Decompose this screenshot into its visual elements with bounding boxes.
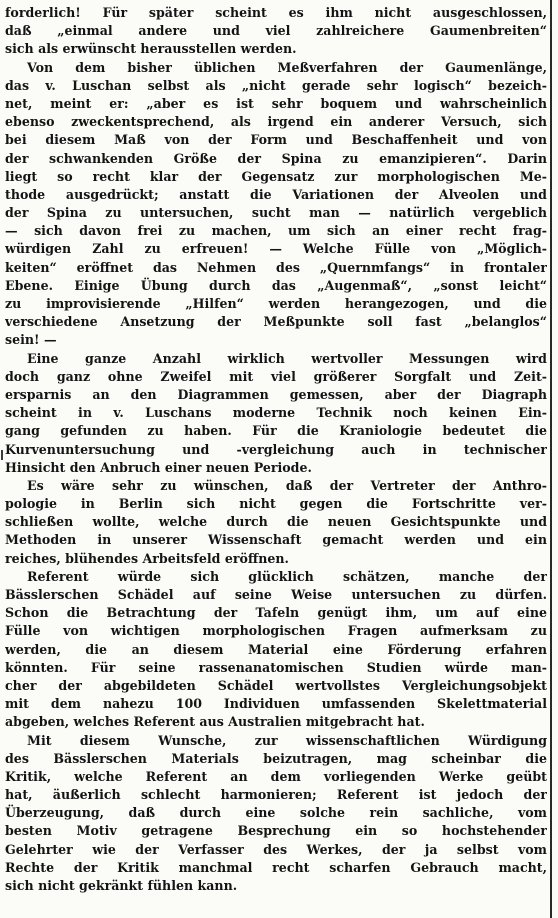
margin-mark: [1, 450, 3, 460]
text-line: schließen wollte, welche durch die neuen Gesichtspunkte und: [5, 514, 547, 530]
text-line: werden, die an diesem Material eine Förderung erfahren: [5, 641, 547, 657]
text-line: Hinsicht den Anbruch einer neuen Periode.: [5, 459, 312, 475]
text-line: reiches, blühendes Arbeitsfeld eröffnen.: [5, 550, 289, 566]
text-line: könnten. Für seine rassenanatomischen Studien würde man-: [5, 659, 547, 675]
text-line: der Spina zu untersuchen, sucht man — natürlich vergeblich: [5, 205, 547, 221]
text-line: sich als erwünscht herausstellen werden.: [5, 41, 297, 57]
text-line: Fülle von wichtigen morphologischen Fragen aufmerksam zu: [5, 623, 547, 639]
text-line: sein! —: [5, 332, 57, 348]
text-line: scheint in v. Luschans moderne Technik noch keinen Ein-: [5, 405, 547, 421]
text-line: mit dem nahezu 100 Individuen umfassenden Skelettmaterial: [5, 696, 547, 712]
text-line: besten Motiv getragene Besprechung ein so hochstehender: [5, 823, 547, 839]
text-line: Kurvenuntersuchung und -vergleichung auch in technischer: [5, 441, 547, 457]
text-line: abgeben, welches Referent aus Australien mitgebracht hat.: [5, 714, 425, 730]
text-line: ersparnis an den Diagrammen gemessen, aber der Diagraph: [5, 386, 547, 402]
paragraph-start-line: Mit diesem Wunsche, zur wissenschaftlichen Würdigung: [27, 732, 547, 748]
text-line: pologie in Berlin sich nicht gegen die Fortschritte ver-: [5, 496, 547, 512]
text-line: net, meint er: „aber es ist sehr boquem und wahrscheinlich: [5, 95, 547, 111]
text-line: hat, äußerlich schlecht harmonieren; Referent ist jedoch der: [5, 787, 547, 803]
text-line: thode ausgedrückt; anstatt die Variationen der Alveolen und: [5, 186, 547, 202]
text-line: daß „einmal andere und viel zahlreichere Gaumenbreiten“: [5, 23, 547, 39]
column-rule: [550, 0, 552, 918]
text-line: cher der abgebildeten Schädel wertvollstes Vergleichungsobjekt: [5, 677, 547, 693]
paragraph-start-line: Von dem bisher üblichen Meßverfahren der Gaumenlänge,: [27, 59, 547, 75]
text-line: des Bässlerschen Materials beizutragen, mag scheinbar die: [5, 750, 547, 766]
text-line: Kritik, welche Referent an dem vorliegenden Werke geübt: [5, 768, 547, 784]
text-line: zu improvisierende „Hilfen“ werden herangezogen, und die: [5, 296, 547, 311]
text-line: Ebene. Einige Übung durch das „Augenmaß“, „sonst leicht“: [5, 277, 547, 293]
text-line: würdigen Zahl zu erfreuen! — Welche Fülle von „Möglich-: [5, 241, 547, 257]
text-line: Gelehrter wie der Verfasser des Werkes, der ja selbst vom: [5, 841, 547, 857]
text-line: Bässlerschen Schädel auf seine Weise untersuchen zu dürfen.: [5, 587, 547, 602]
text-line: der schwankenden Größe der Spina zu emanzipieren“. Darin: [5, 150, 547, 166]
text-line: Schon die Betrachtung der Tafeln genügt ihm, um auf eine: [5, 605, 547, 621]
paragraph-start-line: Referent würde sich glücklich schätzen, manche der: [27, 568, 547, 584]
text-line: sich nicht gekränkt fühlen kann.: [5, 878, 238, 893]
text-line: Methoden in unserer Wissenschaft gemacht werden und ein: [5, 532, 547, 548]
text-line: Rechte der Kritik manchmal recht scharfen Gebrauch macht,: [5, 859, 547, 875]
paragraph-start-line: Eine ganze Anzahl wirklich wertvoller Messungen wird: [27, 350, 547, 366]
text-line: liegt so recht klar der Gegensatz zur morphologischen Me-: [5, 168, 547, 184]
text-line: keiten“ eröffnet das Nehmen des „Quernmfangs“ in frontaler: [5, 259, 547, 275]
text-line: — sich davon frei zu machen, um sich an einer recht frag-: [5, 223, 547, 239]
text-line: verschiedene Ansetzung der Meßpunkte soll fast „belanglos“: [5, 314, 547, 330]
text-line: Überzeugung, daß durch eine solche rein sachliche, vom: [5, 805, 547, 821]
text-line: das v. Luschan selbst als „nicht gerade sehr logisch“ bezeich-: [5, 77, 547, 93]
paragraph-start-line: Es wäre sehr zu wünschen, daß der Vertreter der Anthro-: [27, 477, 547, 493]
text-line: doch ganz ohne Zweifel mit viel größerer Sorgfalt und Zeit-: [5, 368, 547, 384]
text-line: ebenso zweckentsprechend, als irgend ein anderer Versuch, sich: [5, 114, 547, 130]
text-line: gang gefunden zu haben. Für die Kraniologie bedeutet die: [5, 423, 547, 439]
article-text: [5, 4, 547, 895]
text-line: bei diesem Maß von der Form und Beschaffenheit und von: [5, 132, 547, 148]
text-line: forderlich! Für später scheint es ihm nicht ausgeschlossen,: [5, 5, 547, 20]
